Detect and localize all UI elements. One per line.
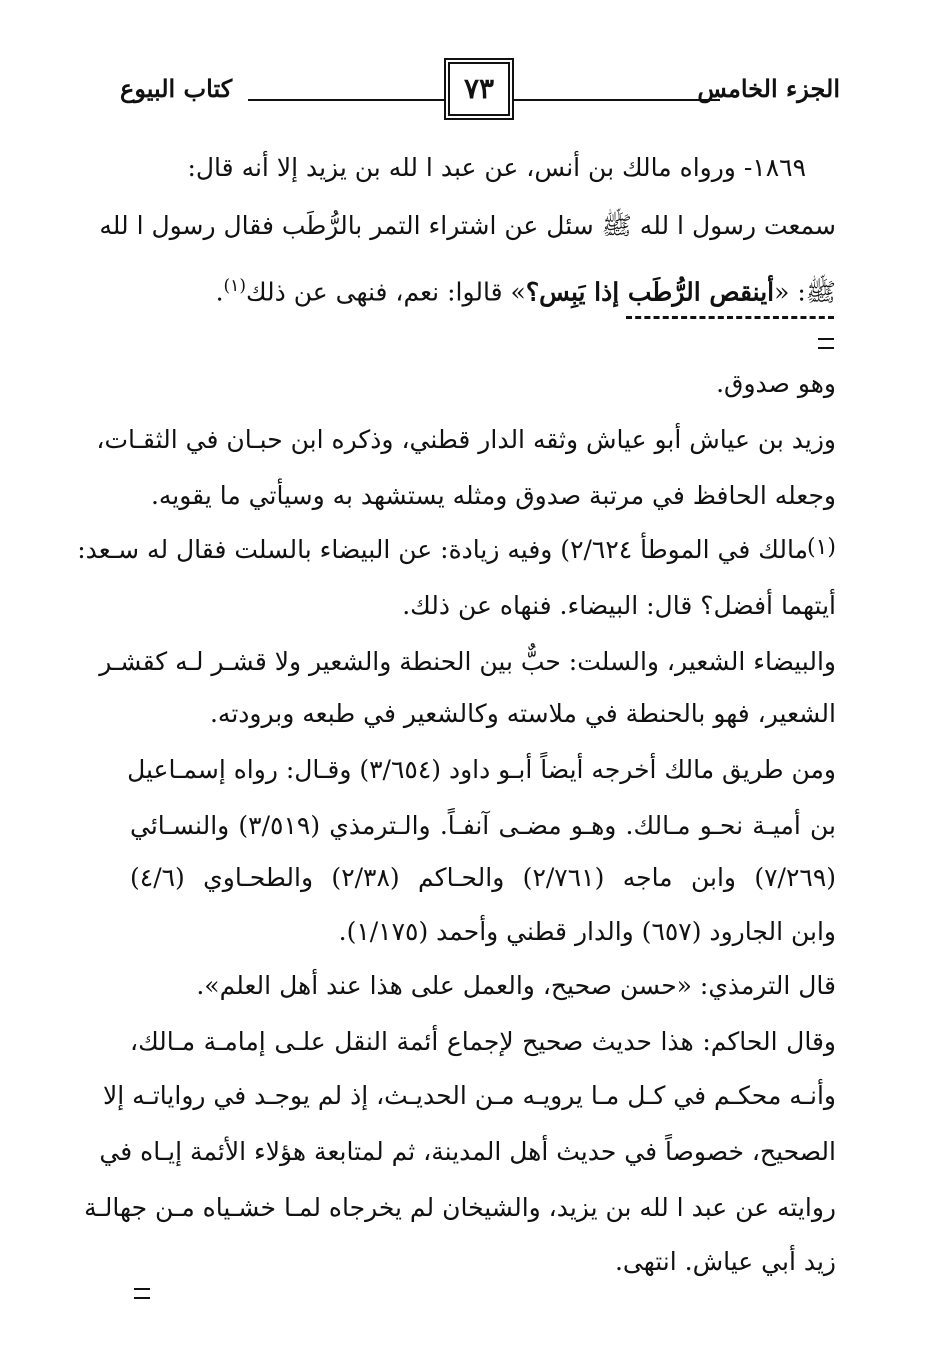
- hadith-line-3-a: ﷺ: «: [774, 277, 836, 307]
- carryover-line-1: وهو صدوق.: [716, 369, 836, 398]
- footnote-line: الشعير، فهو بالحنطة في ملاسته وكالشعير في طبعه وبرودته.: [209, 699, 836, 728]
- prophet-quote: أينقص الرُّطَب إذا يَبِس؟: [525, 277, 775, 307]
- footnote-label-1: (١): [806, 535, 836, 560]
- page-header: [120, 62, 840, 124]
- continuation-mark-top: [818, 338, 834, 349]
- book-title: كتاب البيوع: [120, 74, 233, 103]
- header-rule-right: [512, 99, 720, 101]
- footnote-line: بن أميـة نحـو مـالك. وهـو مضـى آنفـاً. والـترمذي (٣/٥١٩) والنسـائي: [130, 811, 837, 840]
- footnote-line: وأنـه محكـم في كـل مـا يرويـه مـن الحديـث، إذ لم يوجـد في رواياتـه إلا: [102, 1081, 836, 1110]
- footnote-line: روايته عن عبد ا لله بن يزيد، والشيخان لم يخرجاه لمـا خشـياه مـن جهالـة: [84, 1193, 836, 1222]
- hadith-line-2: سمعت رسول ا لله ﷺ سئل عن اشتراء التمر بالرُّطَب فقال رسول ا لله: [99, 211, 836, 240]
- footnote-line: مالك في الموطأ ٢/٦٢٤) وفيه زيادة: عن البيضاء بالسلت فقال له سـعد:: [77, 535, 808, 564]
- footnote-line: والبيضاء الشعير، والسلت: حبٌّ بين الحنطة والشعير ولا قشـر لـه كقشـر: [99, 647, 836, 676]
- footnote-line: زيد أبي عياش. انتهى.: [614, 1247, 836, 1276]
- carryover-line-2: وزيد بن عياش أبو عياش وثقه الدار قطني، وذكره ابن حبـان في الثقـات،: [96, 425, 836, 454]
- footnote-line: (٧/٢٦٩) وابن ماجه (٢/٧٦١) والحـاكم (٢/٣٨) والطحـاوي (٤/٦): [130, 863, 837, 892]
- footnote-line: الصحيح، خصوصاً في حديث أهل المدينة، ثم لمتابعة هؤلاء الأئمة إيـاه في: [99, 1137, 836, 1166]
- footnote-line: وقال الحاكم: هذا حديث صحيح لإجماع أئمة النقل علـى إمامـة مـالك،: [130, 1027, 836, 1056]
- hadith-line-1: ١٨٦٩- ورواه مالك بن أنس، عن عبد ا لله بن يزيد إلا أنه قال:: [187, 153, 806, 182]
- page-number: ٧٣: [448, 62, 510, 116]
- volume-title: الجزء الخامس: [697, 74, 840, 103]
- hadith-line-3-end: .: [215, 277, 224, 307]
- footnote-line: قال الترمذي: «حسن صحيح، والعمل على هذا عند أهل العلم».: [196, 971, 836, 1000]
- footnote-line: وابن الجارود (٦٥٧) والدار قطني وأحمد (١/١٧٥).: [338, 917, 836, 946]
- carryover-line-3: وجعله الحافظ في مرتبة صدوق ومثله يستشهد به وسيأتي ما يقويه.: [150, 481, 836, 510]
- footnote-separator: [626, 316, 834, 319]
- footnote-ref-1: (١): [223, 276, 246, 296]
- footnote-line: ومن طريق مالك أخرجه أيضاً أبـو داود (٣/٦٥٤) وقـال: رواه إسمـاعيل: [127, 755, 836, 784]
- hadith-line-3: [130, 266, 836, 312]
- header-rule-left: [248, 99, 444, 101]
- continuation-mark-bottom: [134, 1288, 150, 1299]
- hadith-line-3-c: » قالوا: نعم، فنهى عن ذلك: [245, 277, 526, 307]
- footnote-line: أيتهما أفضل؟ قال: البيضاء. فنهاه عن ذلك.: [402, 591, 836, 620]
